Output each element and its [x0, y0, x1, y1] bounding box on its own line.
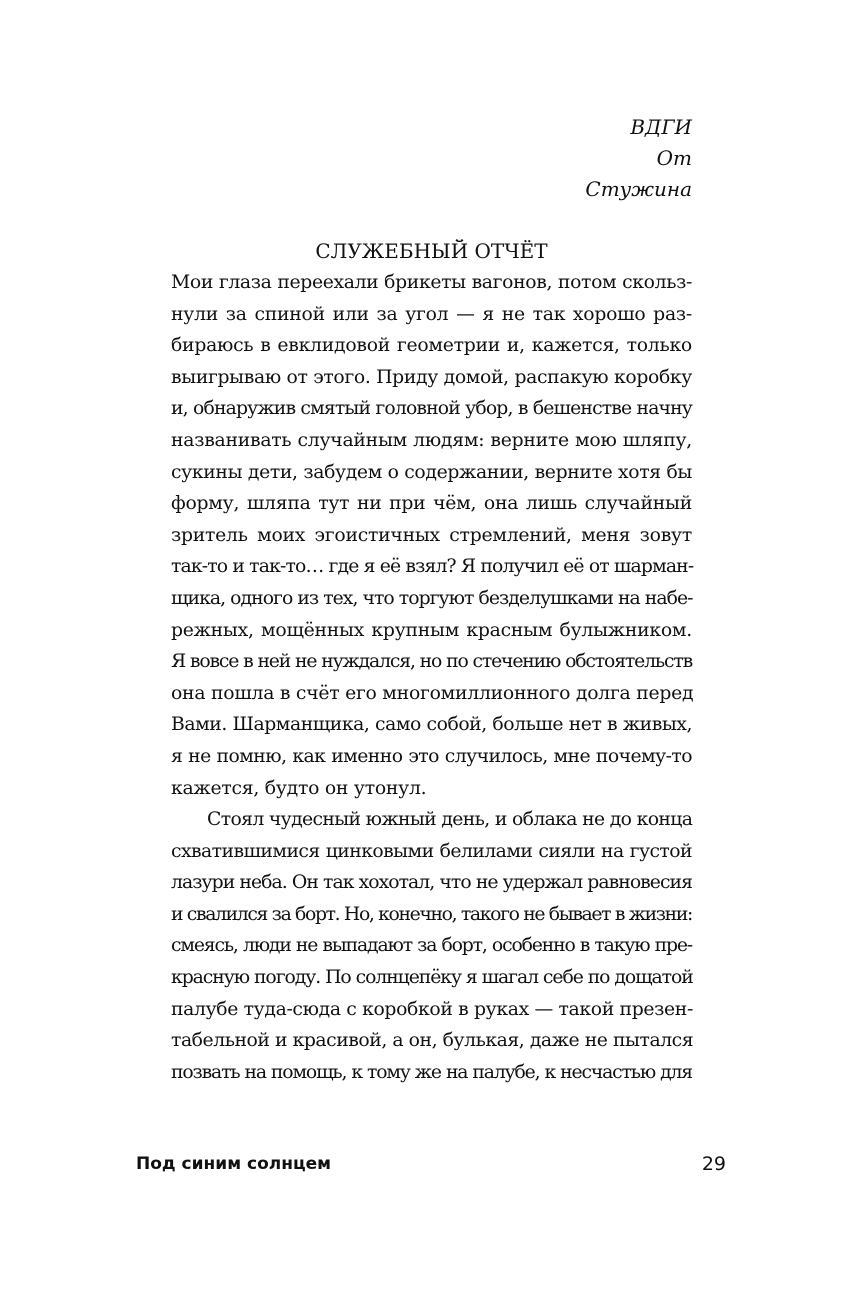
text-line: режных, мощённых крупным красным булыжником. — [171, 619, 692, 641]
body-text — [171, 267, 692, 1088]
text-line: смеясь, люди не выпадают за борт, особенно в такую пре- — [171, 935, 692, 957]
text-line: сукины дети, забудем о содержании, верните хотя бы — [171, 461, 692, 483]
text-line: выигрываю от этого. Приду домой, распакую коробку — [171, 366, 692, 388]
text-line: позвать на помощь, к тому же на палубе, к несчастью для — [171, 1061, 692, 1083]
header-line-2: От — [656, 146, 692, 170]
header-line-1: ВДГИ — [630, 115, 692, 139]
text-line: я не помню, как именно это случилось, мне почему-то — [171, 745, 692, 767]
text-line: нули за спиной или за угол — я не так хорошо раз- — [171, 303, 692, 325]
text-line: и, обнаружив смятый головной убор, в бешенстве начну — [171, 398, 692, 420]
text-line: она пошла в счёт его многомиллионного долга перед — [171, 682, 694, 704]
text-line: схватившимися цинковыми белилами сияли на густой — [171, 840, 692, 862]
text-line: бираюсь в евклидовой геометрии и, кажется, только — [171, 335, 692, 357]
text-line: Стоял чудесный южный день, и облака не до конца — [207, 809, 693, 831]
text-line: форму, шляпа тут ни при чём, она лишь случайный — [171, 493, 692, 515]
text-line: Вами. Шарманщика, само собой, больше нет в живых, — [171, 714, 692, 736]
running-footer-title: Под синим солнцем — [136, 1154, 331, 1174]
text-line: названивать случайным людям: верните мою шляпу, — [171, 429, 692, 451]
text-line: зритель моих эгоистичных стремлений, меня зовут — [171, 524, 692, 546]
page-number: 29 — [701, 1153, 726, 1175]
section-title: СЛУЖЕБНЫЙ ОТЧЁТ — [315, 239, 548, 263]
text-line: Мои глаза переехали брикеты вагонов, потом скольз- — [171, 272, 692, 293]
text-line: щика, одного из тех, что торгуют безделушками на набе- — [171, 587, 693, 609]
text-line: так-то и так-то… где я её взял? Я получил её от шарман- — [171, 556, 694, 578]
header-line-3: Стужина — [585, 177, 692, 201]
text-line: палубе туда-сюда с коробкой в руках — такой презен- — [171, 998, 693, 1020]
epigraph-header — [585, 112, 692, 205]
text-line: Я вовсе в ней не нуждался, но по стечению обстоятельств — [171, 651, 692, 673]
text-line: красную погоду. По солнцепёку я шагал себе по дощатой — [171, 967, 693, 989]
text-line: лазури неба. Он так хохотал, что не удержал равновесия — [171, 872, 692, 894]
text-line: и свалился за борт. Но, конечно, такого не бывает в жизни: — [171, 903, 692, 925]
text-line: кажется, будто он утонул. — [171, 777, 427, 799]
text-line: табельной и красивой, а он, булькая, даже не пытался — [171, 1030, 694, 1052]
